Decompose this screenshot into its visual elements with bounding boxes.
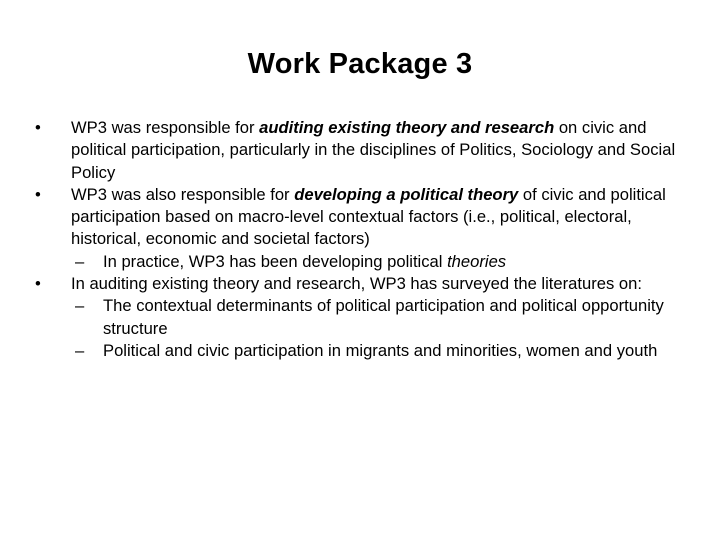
sub-bullet-marker: – (75, 340, 85, 360)
bullet-text: In auditing existing theory and research, WP3 has surveyed the literatures on: (71, 274, 642, 294)
bullet-marker: • (35, 184, 41, 204)
bullet-marker: • (35, 274, 41, 294)
sub-bullet-marker: – (75, 296, 85, 316)
sub-bullet-marker: – (75, 251, 85, 271)
bullet-list (0, 117, 720, 362)
bullet-text: WP3 was also responsible for (71, 184, 295, 204)
sub-bullet-text: In practice, WP3 has been developing political (103, 251, 448, 271)
bullet-emphasis: auditing existing theory and research (259, 118, 555, 137)
sub-bullet-item (0, 340, 720, 362)
sub-bullet-text: Political and civic participation in migrants and minorities, women and youth (103, 340, 658, 360)
sub-bullet-item (0, 295, 720, 340)
bullet-item (0, 184, 720, 251)
bullet-emphasis: developing a political theory (294, 184, 519, 204)
sub-bullet-emphasis: theories (447, 251, 507, 271)
bullet-item (0, 117, 720, 184)
bullet-item (0, 273, 720, 295)
bullet-text: on civic and political participation, particularly in the disciplines of Politics, Sociology and Social Policy (71, 118, 676, 182)
bullet-marker: • (35, 118, 41, 137)
sub-bullet-text: The contextual determinants of political participation and political opportunity structure (103, 296, 664, 338)
bullet-text: WP3 was responsible for (71, 118, 260, 137)
slide-title: Work Package 3 (247, 48, 473, 80)
bullet-text: of civic and political participation based on macro-level contextual factors (i.e., political, electoral, historical, economic and societal factors) (71, 184, 666, 249)
sub-bullet-item (0, 251, 720, 273)
